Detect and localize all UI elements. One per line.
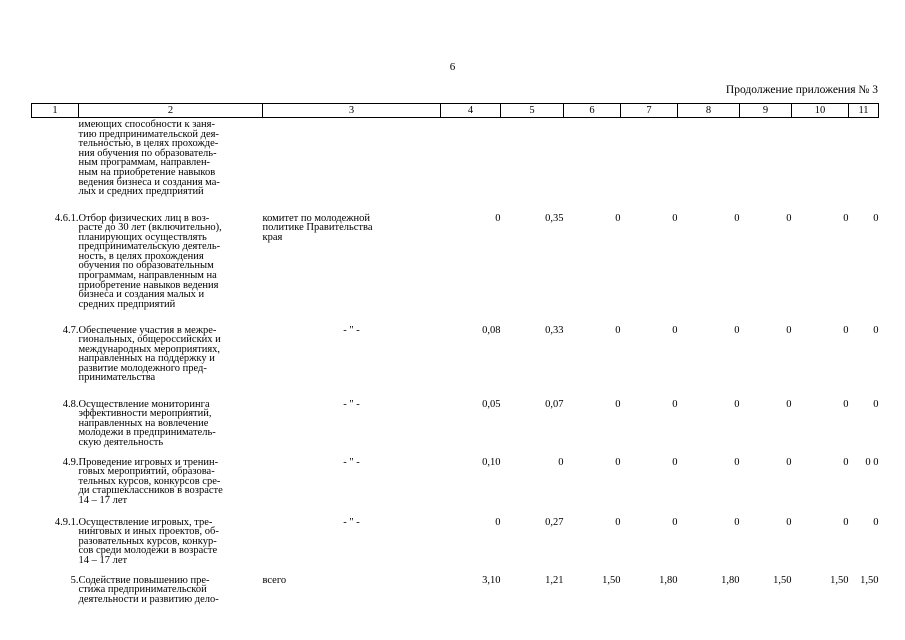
- column-header: 2: [79, 104, 263, 118]
- funding-value: [849, 118, 879, 214]
- table-row: [32, 458, 879, 518]
- funding-value: 0: [786, 456, 792, 468]
- item-number: 5.: [70, 574, 79, 586]
- column-header: 9: [740, 104, 792, 118]
- column-header: 10: [792, 104, 849, 118]
- funding-value: 1,50: [860, 574, 879, 586]
- funding-value: 0: [558, 456, 564, 468]
- funding-value: 0: [734, 398, 740, 410]
- column-header: 8: [678, 104, 740, 118]
- responsible-party: - " -: [343, 516, 360, 528]
- funding-value: 1,50: [773, 574, 792, 586]
- table-row: [32, 214, 879, 326]
- column-header: 1: [32, 104, 79, 118]
- funding-value: 0: [873, 212, 879, 224]
- column-header: 7: [621, 104, 678, 118]
- item-number: 4.9.: [62, 456, 79, 468]
- item-name: Осуществление игровых, тре- нинговых и иных проектов, об- разовательных курсов, конкур- сов среди молодежи в возрасте 14 – 17 лет: [78, 516, 219, 566]
- funding-value: 0,05: [482, 398, 501, 410]
- table-header-row: [32, 104, 879, 118]
- funding-value: 0,33: [545, 324, 564, 336]
- funding-value: 0,10: [482, 456, 501, 468]
- funding-value: 0,27: [545, 516, 564, 528]
- funding-value: 0: [786, 324, 792, 336]
- funding-value: 3,10: [482, 574, 501, 586]
- responsible-party: [263, 118, 441, 214]
- funding-value: 0: [873, 324, 879, 336]
- funding-value: 0: [734, 456, 740, 468]
- funding-value: 1,80: [659, 574, 678, 586]
- item-name: Осуществление мониторинга эффективности мероприятий, направленных на вовлечение молодежи в предприниматель- скую деятельность: [78, 398, 216, 448]
- funding-value: 0: [615, 456, 621, 468]
- funding-value: 0: [873, 398, 879, 410]
- funding-value: 0: [672, 516, 678, 528]
- page-number: 6: [449, 61, 456, 73]
- expenditure-table: [31, 103, 879, 616]
- funding-value: 0: [786, 516, 792, 528]
- funding-value: 0: [843, 456, 849, 468]
- responsible-party: комитет по молодежной политике Правительства края: [262, 212, 373, 243]
- responsible-party: всего: [262, 574, 287, 586]
- table-row: [32, 326, 879, 400]
- table-row: [32, 518, 879, 576]
- funding-value: 1,50: [830, 574, 849, 586]
- funding-value: [792, 118, 849, 214]
- item-name: Отбор физических лиц в воз- расте до 30 лет (включительно), планирующих осуществлять предпринимательскую деятель- ность, в целях прохождения обучения по образовательным программам, направленным на приобретение навыков ведения бизнеса и создания малых и средних предприятий: [78, 212, 222, 310]
- funding-value: 0: [495, 212, 501, 224]
- funding-value: [740, 118, 792, 214]
- item-number: 4.6.1.: [54, 212, 79, 224]
- funding-value: 0: [615, 212, 621, 224]
- funding-value: 0: [672, 398, 678, 410]
- funding-value: [621, 118, 678, 214]
- funding-value: 0: [734, 212, 740, 224]
- responsible-party: - " -: [343, 324, 360, 336]
- table-row: [32, 400, 879, 458]
- funding-value: 0: [672, 456, 678, 468]
- column-header: 11: [849, 104, 879, 118]
- funding-value: 0: [843, 212, 849, 224]
- responsible-party: - " -: [343, 398, 360, 410]
- funding-value: 0: [615, 398, 621, 410]
- table-row: [32, 118, 879, 214]
- column-header: 5: [501, 104, 564, 118]
- funding-value: 0: [734, 324, 740, 336]
- item-number: 4.8.: [62, 398, 79, 410]
- item-name: имеющих способности к заня- тию предпринимательской дея- тельностью, в целях прохожде- ния обучения по образователь- ным программам, направлен- ным на приобретение навыков ведения бизнеса и создания ма- лых и средних предприятий: [78, 119, 220, 198]
- item-number: 4.9.1.: [54, 516, 79, 528]
- funding-value: 0: [672, 212, 678, 224]
- item-number: 4.7.: [62, 324, 79, 336]
- column-header: 3: [263, 104, 441, 118]
- funding-value: [678, 118, 740, 214]
- funding-value: 1,80: [721, 574, 740, 586]
- funding-value: 0: [672, 324, 678, 336]
- item-number: [32, 118, 79, 214]
- item-name: Обеспечение участия в межре- гиональных, общероссийских и международных мероприятиях, направленных на поддержку и развитие молодежного пред- принимательства: [78, 324, 221, 384]
- column-header: 4: [441, 104, 501, 118]
- item-name: Содействие повышению пре- стижа предпринимательской деятельности и развитию дело-: [78, 574, 219, 605]
- funding-value: 0: [843, 516, 849, 528]
- item-name: Проведение игровых и тренин- говых мероприятий, образова- тельных курсов, конкурсов сре- ди старшеклассников в возрасте 14 – 17 лет: [78, 456, 223, 506]
- funding-value: 0: [734, 516, 740, 528]
- funding-value: 0 0: [865, 456, 879, 468]
- funding-value: 0: [495, 516, 501, 528]
- appendix-continuation-label: Продолжение приложения № 3: [725, 84, 878, 96]
- funding-value: 0,07: [545, 398, 564, 410]
- funding-value: [441, 118, 501, 214]
- funding-value: 0: [615, 516, 621, 528]
- table-row: [32, 576, 879, 616]
- funding-value: 0: [843, 324, 849, 336]
- funding-value: 0,08: [482, 324, 501, 336]
- funding-value: 1,21: [545, 574, 564, 586]
- funding-value: 0: [786, 212, 792, 224]
- funding-value: 0: [873, 516, 879, 528]
- funding-value: 0: [843, 398, 849, 410]
- funding-value: 1,50: [602, 574, 621, 586]
- funding-value: [564, 118, 621, 214]
- funding-value: 0: [786, 398, 792, 410]
- funding-value: 0,35: [545, 212, 564, 224]
- funding-value: [501, 118, 564, 214]
- column-header: 6: [564, 104, 621, 118]
- funding-value: 0: [615, 324, 621, 336]
- responsible-party: - " -: [343, 456, 360, 468]
